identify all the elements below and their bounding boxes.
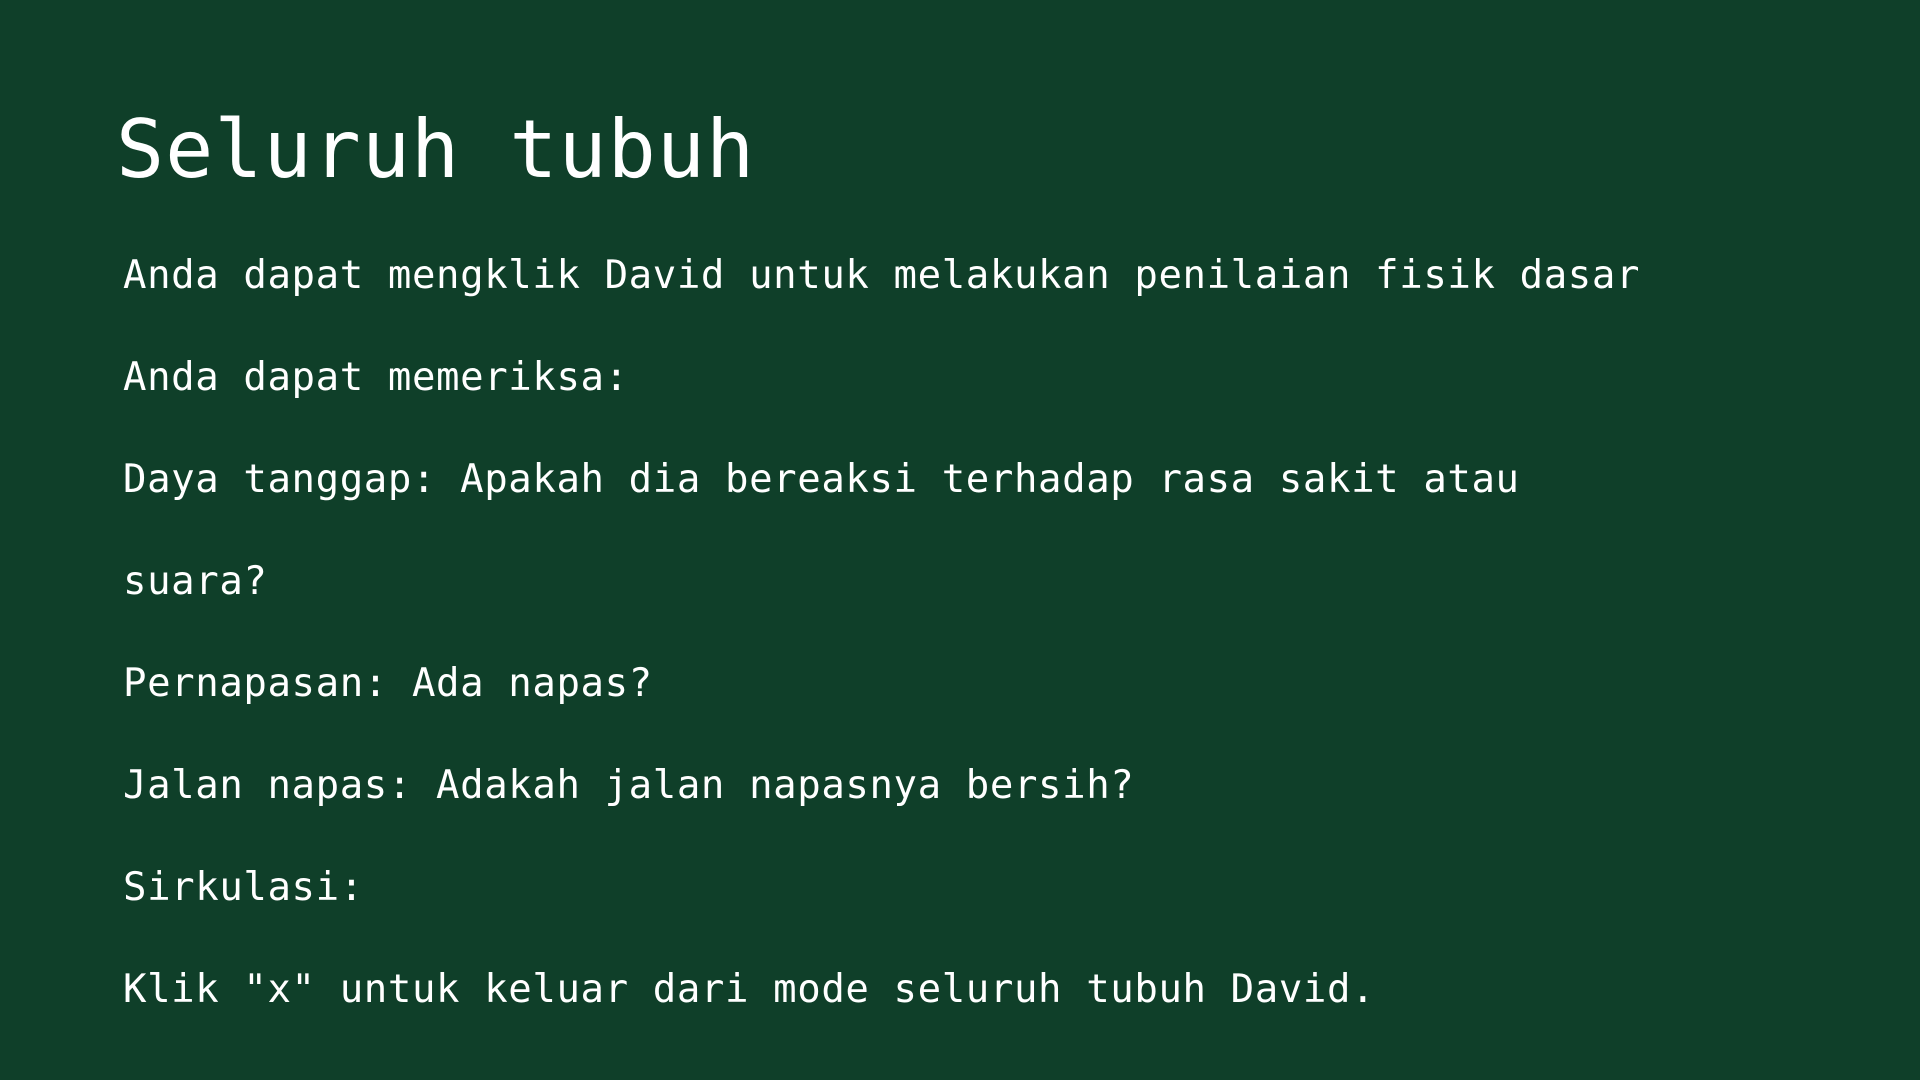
page-title: Seluruh tubuh <box>116 103 756 196</box>
intro-line: Anda dapat mengklik David untuk melakukan penilaian fisik dasar <box>123 253 1641 298</box>
airway-line: Jalan napas: Adakah jalan napasnya bersih? <box>123 763 1135 808</box>
breathing-line: Pernapasan: Ada napas? <box>123 661 653 706</box>
instruction-text <box>123 250 1640 1066</box>
responsiveness-line: Daya tanggap: Apakah dia bereaksi terhadap rasa sakit atau <box>123 457 1520 502</box>
examine-heading: Anda dapat memeriksa: <box>123 355 629 400</box>
exit-instruction-line: Klik "x" untuk keluar dari mode seluruh tubuh David. <box>123 967 1376 1012</box>
circulation-line: Sirkulasi: <box>123 865 364 910</box>
responsiveness-line-continued: suara? <box>123 559 268 604</box>
